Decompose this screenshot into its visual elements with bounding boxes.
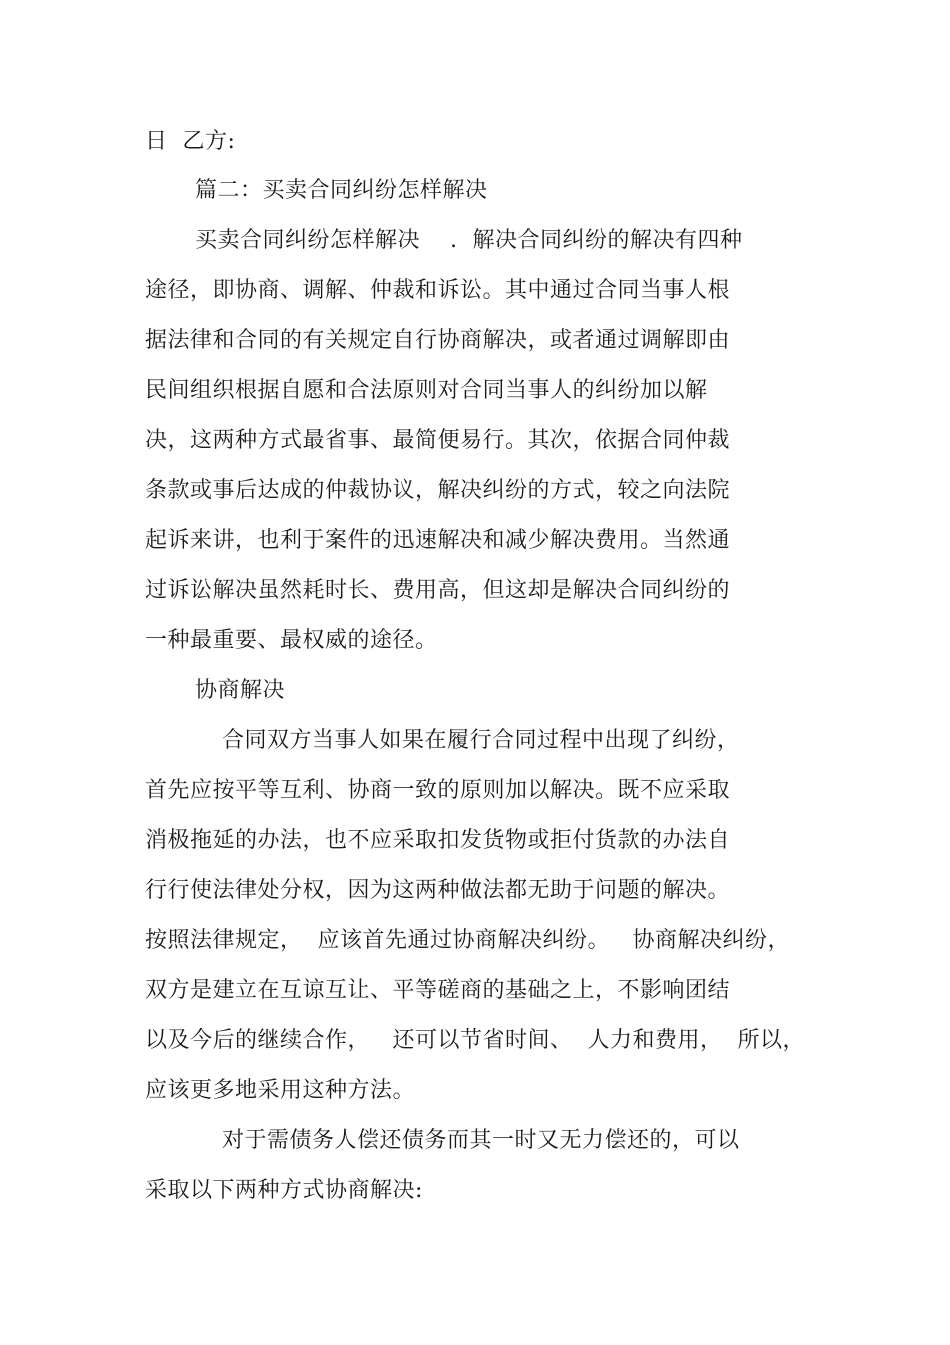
section-heading: 篇二：买卖合同纠纷怎样解决 — [195, 178, 488, 203]
paragraph-line: 按照法律规定， 应该首先通过协商解决纠纷。 协商解决纠纷， — [145, 928, 790, 953]
paragraph-line: 途径，即协商、调解、仲裁和诉讼。其中通过合同当事人根 — [145, 278, 731, 303]
paragraph-line: 消极拖延的办法，也不应采取扣发货物或拒付货款的办法自 — [145, 828, 731, 853]
paragraph-line: 民间组织根据自愿和合法原则对合同当事人的纠纷加以解 — [145, 378, 708, 403]
paragraph-line: 据法律和合同的有关规定自行协商解决，或者通过调解即由 — [145, 328, 731, 353]
paragraph-line: 对于需债务人偿还债务而其一时又无力偿还的，可以 — [222, 1128, 740, 1153]
paragraph-line: 起诉来讲，也利于案件的迅速解决和减少解决费用。当然通 — [145, 528, 731, 553]
paragraph-line: 双方是建立在互谅互让、平等磋商的基础之上，不影响团结 — [145, 978, 731, 1003]
paragraph-line: 过诉讼解决虽然耗时长、费用高，但这却是解决合同纠纷的 — [145, 578, 731, 603]
signature-line: 日 乙方: — [145, 129, 236, 154]
paragraph-line: 行行使法律处分权，因为这两种做法都无助于问题的解决。 — [145, 878, 731, 903]
paragraph-line: 决，这两种方式最省事、最简便易行。其次，依据合同仲裁 — [145, 428, 731, 453]
subsection-heading: 协商解决 — [195, 678, 286, 703]
paragraph-line: 采取以下两种方式协商解决: — [145, 1178, 423, 1203]
paragraph-line: 条款或事后达成的仲裁协议，解决纠纷的方式，较之向法院 — [145, 478, 731, 503]
paragraph-line: 应该更多地采用这种方法。 — [145, 1078, 416, 1103]
paragraph-line: 买卖合同纠纷怎样解决 . 解决合同纠纷的解决有四种 — [195, 228, 743, 253]
paragraph-line: 以及今后的继续合作， 还可以节省时间、 人力和费用， 所以， — [145, 1028, 805, 1053]
paragraph-line: 首先应按平等互利、协商一致的原则加以解决。既不应采取 — [145, 778, 731, 803]
paragraph-line: 一种最重要、最权威的途径。 — [145, 628, 438, 653]
paragraph-line: 合同双方当事人如果在履行合同过程中出现了纠纷， — [222, 728, 740, 753]
